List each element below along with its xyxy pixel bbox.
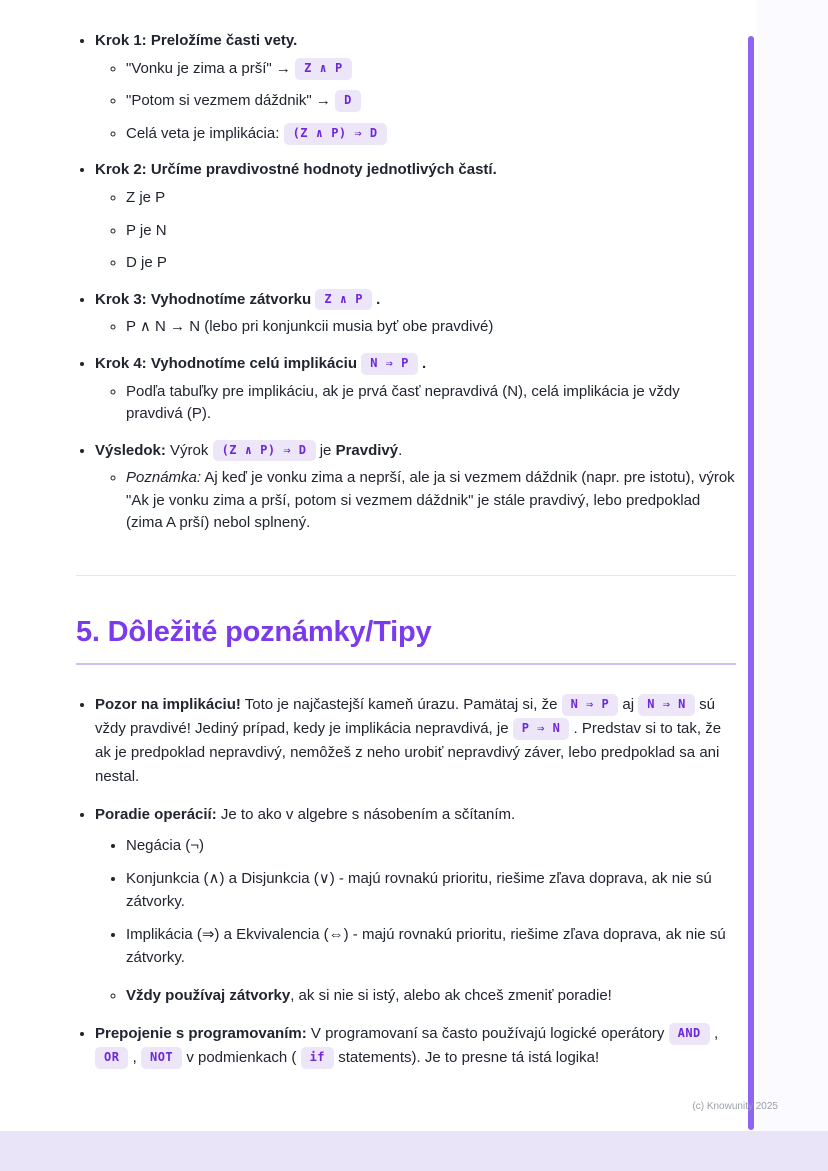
sub-item [126, 123, 736, 146]
note-rest: , ak si nie si istý, alebo ak chceš zmeniť poradie! [290, 987, 612, 1005]
code-badge: N ⇒ P [361, 353, 418, 375]
tip-lead: Poradie operácií: [95, 805, 217, 823]
tip-lead: Prepojenie s programovaním: [95, 1024, 307, 1042]
code-badge: N ⇒ N [638, 694, 695, 716]
code-badge-not: NOT [141, 1047, 182, 1069]
step-title: Krok 2: Určíme pravdivostné hodnoty jednotlivých častí. [95, 161, 497, 179]
result-period: . [398, 441, 403, 459]
code-badge: Z ∧ P [315, 289, 372, 311]
step-title-period: . [421, 354, 427, 372]
step-krok2-sublist [95, 187, 736, 275]
step-krok2 [95, 159, 736, 274]
code-badge-or: OR [95, 1047, 128, 1069]
sub-text: "Potom si vezmem dáždnik" → [126, 92, 331, 110]
tip-text: sú vždy pravdivé! Jediný prípad, kedy je implikácia nepravdivá, je [95, 695, 715, 737]
step-krok4-sublist [95, 381, 736, 426]
sub-item [126, 90, 736, 113]
tip-programming [95, 1022, 736, 1070]
tip-implication [95, 693, 736, 789]
op-item: • Konjunkcia (∧) a Disjunkcia (∨) - majú rovnakú prioritu, riešime zľava doprava, ak nie sú zátvorky. [126, 868, 736, 913]
precedence-note-list [95, 985, 736, 1008]
result-note [126, 467, 736, 535]
sub-item: ◦ Z je P [126, 187, 736, 210]
document-page [76, 30, 736, 1084]
tip-text: . Predstav si to tak, že ak je predpoklad nepravdivý, nemôžeš z neho urobiť nepravdivý záver, lebo predpoklad sa ani nestal. [95, 719, 722, 785]
sub-item: ◦ P ∧ N → N (lebo pri konjunkcii musia byť obe pravdivé) [126, 316, 736, 339]
result-label: Výsledok: [95, 441, 166, 459]
code-badge: P ⇒ N [513, 718, 570, 740]
code-badge: D [335, 90, 361, 112]
result-value: Pravdivý [335, 441, 399, 459]
step-title-period: . [376, 290, 381, 308]
op-item: • Implikácia (⇒) a Ekvivalencia (⇔) - majú rovnakú prioritu, riešime zľava doprava, ak nie sú zátvorky. [126, 924, 736, 969]
step-krok3 [95, 289, 736, 339]
footer-credit: (c) Knowunity 2025 [692, 1101, 778, 1112]
tip-text: v podmienkach ( [186, 1048, 297, 1066]
step-krok3-sublist [95, 316, 736, 339]
page-right-gutter [757, 0, 828, 1131]
precedence-note [126, 985, 736, 1008]
result-lead: Výrok [170, 441, 209, 459]
scrollbar-thumb[interactable] [748, 36, 754, 1130]
tip-text: , [713, 1024, 719, 1042]
step-title: Krok 3: Vyhodnotíme zátvorku [95, 290, 312, 308]
note-bold: Vždy používaj zátvorky [126, 987, 291, 1005]
step-title: Krok 1: Preložíme časti vety. [95, 32, 298, 49]
tip-text: statements). Je to presne tá istá logika! [338, 1048, 600, 1066]
tips-list [76, 693, 736, 1070]
steps-list [76, 30, 736, 535]
op-item: • Negácia (¬) [126, 835, 736, 858]
sub-text: "Vonku je zima a prší" → [126, 59, 291, 77]
note-text: Aj keď je vonku zima a neprší, ale ja si vezmem dáždnik (napr. pre istotu), výrok "Ak je vonku zima a prší, potom si vezmem dáždnik" je stále pravdivý, lebo predpoklad (zima A prší) nebol splnený. [126, 469, 735, 532]
code-badge-and: AND [669, 1023, 710, 1045]
code-badge: Z ∧ P [295, 58, 352, 80]
tip-precedence [95, 803, 736, 1008]
section-divider [76, 575, 736, 576]
tip-text: Toto je najčastejší kameň úrazu. Pamätaj si, že [244, 695, 558, 713]
sub-item [126, 58, 736, 81]
tip-text: , [132, 1048, 137, 1066]
note-label: Poznámka: [126, 469, 202, 487]
step-krok1 [95, 30, 736, 145]
result-connector: je [319, 441, 332, 459]
sub-item: ◦ Podľa tabuľky pre implikáciu, ak je prvá časť nepravdivá (N), celá implikácia je vždy pravdivá (P). [126, 381, 736, 426]
step-title: Krok 4: Vyhodnotíme celú implikáciu [95, 354, 358, 372]
code-badge: (Z ∧ P) ⇒ D [284, 123, 387, 145]
operator-priority-list [95, 835, 736, 970]
sub-item: ◦ P je N [126, 220, 736, 243]
code-badge: N ⇒ P [562, 694, 619, 716]
heading-underline [76, 663, 736, 665]
sub-item: ◦ D je P [126, 252, 736, 275]
tip-lead: Pozor na implikáciu! [95, 695, 241, 713]
step-result [95, 440, 736, 535]
tip-text: V programovaní sa často používajú logické operátory [310, 1024, 665, 1042]
result-sublist [95, 467, 736, 535]
tip-text: aj [622, 695, 635, 713]
section-heading: 5. Dôležité poznámky/Tipy [76, 615, 432, 648]
page-background-strip [0, 1131, 828, 1171]
tip-text: Je to ako v algebre s násobením a sčítaním. [220, 805, 516, 823]
code-badge: (Z ∧ P) ⇒ D [213, 440, 316, 462]
step-krok4 [95, 353, 736, 426]
code-badge-if: if [301, 1047, 334, 1069]
step-krok1-sublist [95, 58, 736, 146]
sub-text: Celá veta je implikácia: [126, 124, 280, 142]
